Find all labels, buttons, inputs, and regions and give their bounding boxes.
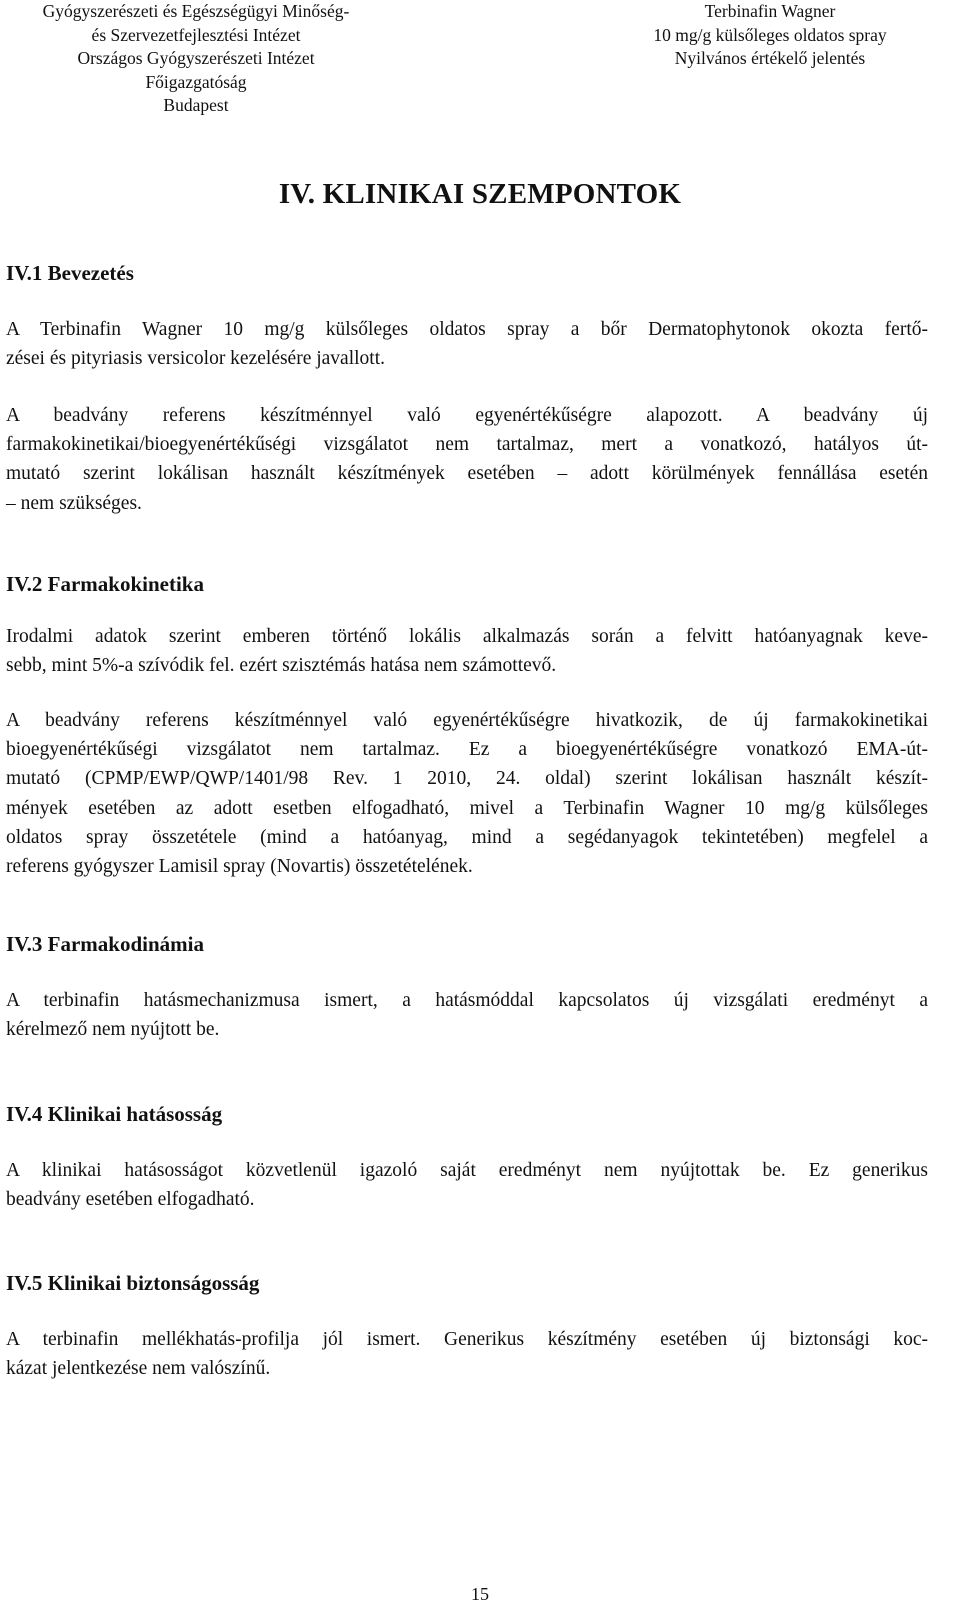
paragraph-line: oldatos spray összetétele (mind a hatóanyag, mind a segédanyagok tekintetében) megfelel a xyxy=(6,826,928,848)
paragraph-line: sebb, mint 5%-a szívódik fel. ezért szisztémás hatása nem számottevő. xyxy=(6,655,557,677)
section-heading-klinikai-biztonsagossag: IV.5 Klinikai biztonságosság xyxy=(6,1271,260,1295)
paragraph-line: A terbinafin hatásmechanizmusa ismert, a hatásmóddal kapcsolatos új vizsgálati eredményt a xyxy=(6,990,928,1011)
paragraph xyxy=(6,315,928,373)
paragraph-line: A terbinafin mellékhatás-profilja jól ismert. Generikus készítmény esetében új biztonsági koc- xyxy=(6,1329,928,1350)
paragraph-line: mények esetében az adott esetben elfogadható, mivel a Terbinafin Wagner 10 mg/g külsőleges xyxy=(6,797,928,819)
header-left xyxy=(10,0,382,118)
header-right-line: 10 mg/g külsőleges oldatos spray xyxy=(653,24,887,45)
header-left-line: Országos Gyógyszerészeti Intézet xyxy=(77,48,315,68)
page-number: 15 xyxy=(471,1584,489,1604)
header-right-line: Nyilvános értékelő jelentés xyxy=(674,48,866,68)
paragraph-line: A Terbinafin Wagner 10 mg/g külsőleges oldatos spray a bőr Dermatophytonok okozta fertő- xyxy=(6,319,928,340)
header-left-line: Budapest xyxy=(163,95,229,115)
page-title: IV. KLINIKAI SZEMPONTOK xyxy=(278,178,682,210)
paragraph-line: mutató szerint lokálisan használt készítmények esetében – adott körülmények fennállása esetén xyxy=(6,463,928,485)
header-right xyxy=(615,0,925,71)
paragraph xyxy=(6,986,928,1044)
paragraph-line: A beadvány referens készítménnyel való egyenértékűségre alapozott. A beadvány új xyxy=(6,405,928,426)
paragraph-line: – nem szükséges. xyxy=(6,492,142,514)
paragraph xyxy=(6,1325,928,1383)
paragraph-line: kérelmező nem nyújtott be. xyxy=(6,1019,220,1041)
section-heading-klinikai-hatasossag: IV.4 Klinikai hatásosság xyxy=(6,1102,223,1126)
paragraph-line: kázat jelentkezése nem valószínű. xyxy=(6,1358,271,1380)
paragraph-line: A klinikai hatásosságot közvetlenül igazoló saját eredményt nem nyújtottak be. Ez generikus xyxy=(6,1160,928,1181)
paragraph xyxy=(6,1156,928,1214)
paragraph xyxy=(6,706,928,881)
paragraph-line: farmakokinetikai/bioegyenértékűségi vizsgálatot nem tartalmaz, mert a vonatkozó, hatályos út- xyxy=(6,434,928,456)
header-left-line: Gyógyszerészeti és Egészségügyi Minőség- xyxy=(42,1,350,21)
paragraph-line: mutató (CPMP/EWP/QWP/1401/98 Rev. 1 2010, 24. oldal) szerint lokálisan használt készít- xyxy=(6,768,928,790)
paragraph-line: beadvány esetében elfogadható. xyxy=(6,1189,255,1211)
paragraph xyxy=(6,622,928,680)
header-left-line: és Szervezetfejlesztési Intézet xyxy=(91,24,301,45)
section-heading-bevezetes: IV.1 Bevezetés xyxy=(6,261,134,285)
section-heading-farmakodinamia: IV.3 Farmakodinámia xyxy=(6,932,204,956)
paragraph-line: A beadvány referens készítménnyel való egyenértékűségre hivatkozik, de új farmakokinetikai xyxy=(6,710,928,731)
paragraph-line: Irodalmi adatok szerint emberen történő lokális alkalmazás során a felvitt hatóanyagnak keve- xyxy=(6,626,928,647)
paragraph-line: bioegyenértékűségi vizsgálatot nem tartalmaz. Ez a bioegyenértékűségre vonatkozó EMA-út- xyxy=(6,739,928,761)
paragraph-line: referens gyógyszer Lamisil spray (Novartis) összetételének. xyxy=(6,856,473,878)
paragraph xyxy=(6,401,928,518)
header-left-line: Főigazgatóság xyxy=(145,71,247,92)
header-right-line: Terbinafin Wagner xyxy=(704,1,836,21)
section-heading-farmakokinetika: IV.2 Farmakokinetika xyxy=(6,572,204,596)
paragraph-line: zései és pityriasis versicolor kezelésére javallott. xyxy=(6,348,386,370)
